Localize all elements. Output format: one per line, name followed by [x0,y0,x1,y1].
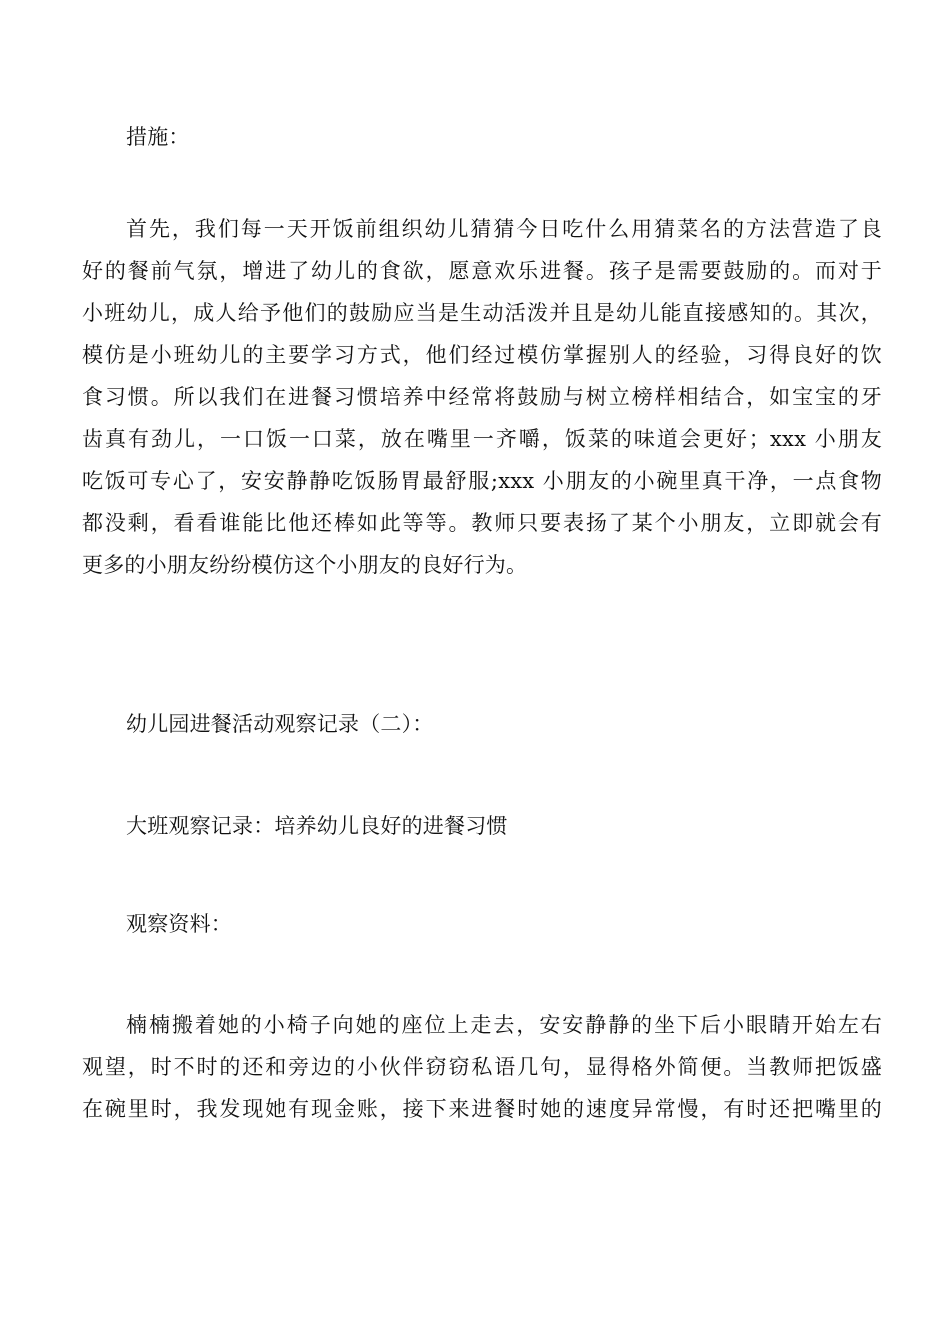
paragraph-observation [82,1004,882,1130]
paragraph-line: 模仿是小班幼儿的主要学习方式，他们经过模仿掌握别人的经验，习得良好的饮 [82,343,882,367]
heading-observation-text: 观察资料： [126,912,232,936]
heading-observation [82,903,882,945]
paragraph-line: 好的餐前气氛，增进了幼儿的食欲，愿意欢乐进餐。孩子是需要鼓励的。而对于 [82,259,882,283]
heading-measures-text: 措施： [126,125,190,149]
subtitle [82,805,882,847]
paragraph-line: 楠楠搬着她的小椅子向她的座位上走去，安安静静的坐下后小眼睛开始左右 [126,1013,882,1037]
paragraph-line: 都没剩，看看谁能比他还棒如此等等。教师只要表扬了某个小朋友，立即就会有 [82,511,882,535]
subtitle-text: 大班观察记录：培养幼儿良好的进餐习惯 [126,814,508,838]
paragraph-line: 更多的小朋友纷纷模仿这个小朋友的良好行为。 [82,553,528,577]
paragraph-line: 食习惯。所以我们在进餐习惯培养中经常将鼓励与树立榜样相结合，如宝宝的牙 [82,385,882,409]
paragraph-measures [82,208,882,586]
section-title-text: 幼儿园进餐活动观察记录（二）： [126,712,434,736]
paragraph-line: 吃饭可专心了，安安静静吃饭肠胃最舒服;xxx 小朋友的小碗里真干净，一点食物 [82,469,882,493]
heading-measures [82,116,882,158]
paragraph-line: 小班幼儿，成人给予他们的鼓励应当是生动活泼并且是幼儿能直接感知的。其次， [82,301,882,325]
paragraph-line: 观望，时不时的还和旁边的小伙伴窃窃私语几句，显得格外简便。当教师把饭盛 [82,1055,882,1079]
section-title [82,703,882,745]
paragraph-line: 首先，我们每一天开饭前组织幼儿猜猜今日吃什么用猜菜名的方法营造了良 [126,217,882,241]
paragraph-line: 在碗里时，我发现她有现金账，接下来进餐时她的速度异常慢，有时还把嘴里的 [82,1097,882,1121]
paragraph-line: 齿真有劲儿，一口饭一口菜，放在嘴里一齐嚼，饭菜的味道会更好；xxx 小朋友 [82,427,882,451]
